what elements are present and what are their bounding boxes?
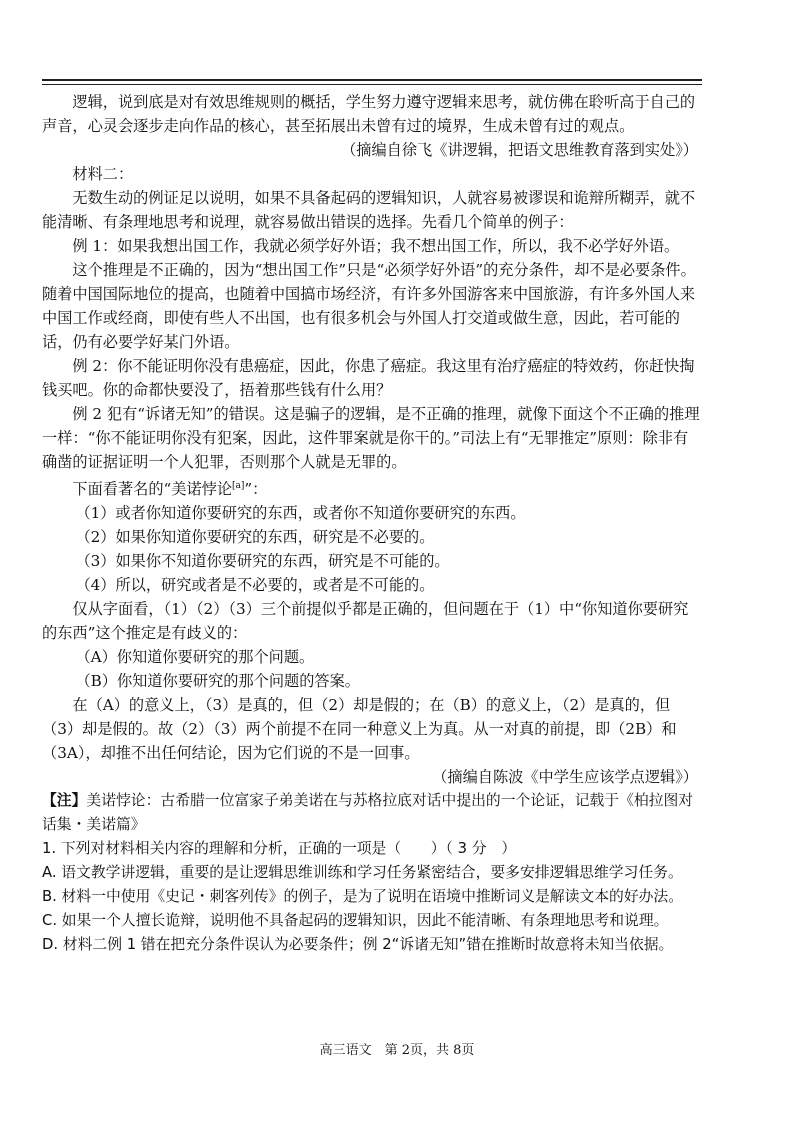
page-footer: 高三语文 第 2页，共 8页 <box>319 1043 475 1058</box>
meno-item: （3）如果你不知道你要研究的东西，研究是不可能的。 <box>75 552 450 571</box>
note-text: 美诺悖论：古希腊一位富家子弟美诺在与苏格拉底对话中提出的一个论证，记载于《柏拉图对话集・美诺篇》 <box>42 792 694 834</box>
example-2-analysis: 例 2 犯有“诉诸无知”的错误。这是骗子的逻辑，是不正确的推理，就像下面这个不正确的推理一样：“你不能证明你没有犯案，因此，这件罪案就是你干的。”司法上有“无罪推定”原则：除非有确凿的证据证明一个人犯罪，否则那个人就是无罪的。 <box>42 405 700 471</box>
footnote <box>42 789 702 837</box>
meaning-item: （B）你知道你要研究的那个问题的答案。 <box>75 672 360 691</box>
meno-analysis: 仅从字面看，（1）（2）（3）三个前提似乎都是正确的，但问题在于（1）中“你知道你要研究的东西”这个推定是有歧义的： <box>42 600 689 643</box>
option-b: B. 材料一中使用《史记・刺客列传》的例子，是为了说明在语境中推断词义是解读文本的好办法。 <box>42 888 684 906</box>
material2-intro: 无数生动的例证足以说明，如果不具备起码的逻辑知识，人就容易被谬误和诡辩所糊弄，就不能清晰、有条理地思考和说理，就容易做出错误的选择。先看几个简单的例子： <box>42 189 696 231</box>
note-tag: 【注】 <box>42 792 87 810</box>
example-1: 例 1：如果我想出国工作，我就必须学好外语；我不想出国工作，所以，我不必学好外语。 <box>72 237 680 255</box>
example-1-analysis: 这个推理是不正确的，因为“想出国工作”只是“必须学好外语”的充分条件，却不是必要条件。随着中国国际地位的提高，也随着中国搞市场经济，有许多外国游客来中国旅游，有许多外国人来中国工作或经商，即使有些人不出国，也有很多机会与外国人打交道或做生意，因此，若可能的话，仍有必要学好某门外语。 <box>42 261 696 351</box>
example-2: 例 2：你不能证明你没有患癌症，因此，你患了癌症。我这里有治疗癌症的特效药，你赶快掏钱买吧。你的命都快要没了，捂着那些钱有什么用？ <box>42 357 695 399</box>
header-rule-thick <box>42 79 702 81</box>
meno-item: （1）或者你知道你要研究的东西，或者你不知道你要研究的东西。 <box>75 504 526 523</box>
material2-title: 材料二： <box>72 165 134 183</box>
meno-intro-text: 下面看著名的“美诺悖论 <box>72 480 233 499</box>
option-c: C. 如果一个人擅长诡辩，说明他不具备起码的逻辑知识，因此不能清晰、有条理地思考和说理。 <box>42 912 669 930</box>
option-d: D. 材料二例 1 错在把充分条件误认为必要条件；例 2“诉诸无知”错在推断时故意将未知当依据。 <box>42 936 674 954</box>
meno-conclusion: 在（A）的意义上，（3）是真的，但（2）却是假的；在（B）的意义上，（2）是真的，但（3）却是假的。故（2）（3）两个前提不在同一种意义上为真。从一对真的前提，即（2B）和（3A），却推不出任何结论，因为它们说的不是一回事。 <box>42 696 677 763</box>
meno-item: （2）如果你知道你要研究的东西，研究是不必要的。 <box>75 528 435 547</box>
source-citation-2: （摘编自陈波《中学生应该学点逻辑》） <box>432 768 698 787</box>
page-body <box>42 90 702 957</box>
footnote-marker: [a] <box>232 481 245 491</box>
source-citation-1: （摘编自徐飞《讲逻辑，把语文思维教育落到实处》） <box>341 141 698 159</box>
header-rule-thin <box>42 84 702 85</box>
meaning-item: （A）你知道你要研究的那个问题。 <box>75 648 315 667</box>
question-stem: 1. 下列对材料相关内容的理解和分析，正确的一项是（ ）（ 3 分 ） <box>42 840 517 858</box>
meno-intro <box>42 474 702 501</box>
option-a: A. 语文教学讲逻辑，重要的是让逻辑思维训练和学习任务紧密结合，要多安排逻辑思维学习任务。 <box>42 864 683 882</box>
meno-item: （4）所以，研究或者是不必要的，或者是不可能的。 <box>75 576 435 595</box>
meno-intro-end: ”： <box>244 480 268 499</box>
material1-tail: 逻辑，说到底是对有效思维规则的概括，学生努力遵守逻辑来思考，就仿佛在聆听高于自己的声音，心灵会逐步走向作品的核心，甚至拓展出未曾有过的境界，生成未曾有过的观点。 <box>42 93 696 135</box>
